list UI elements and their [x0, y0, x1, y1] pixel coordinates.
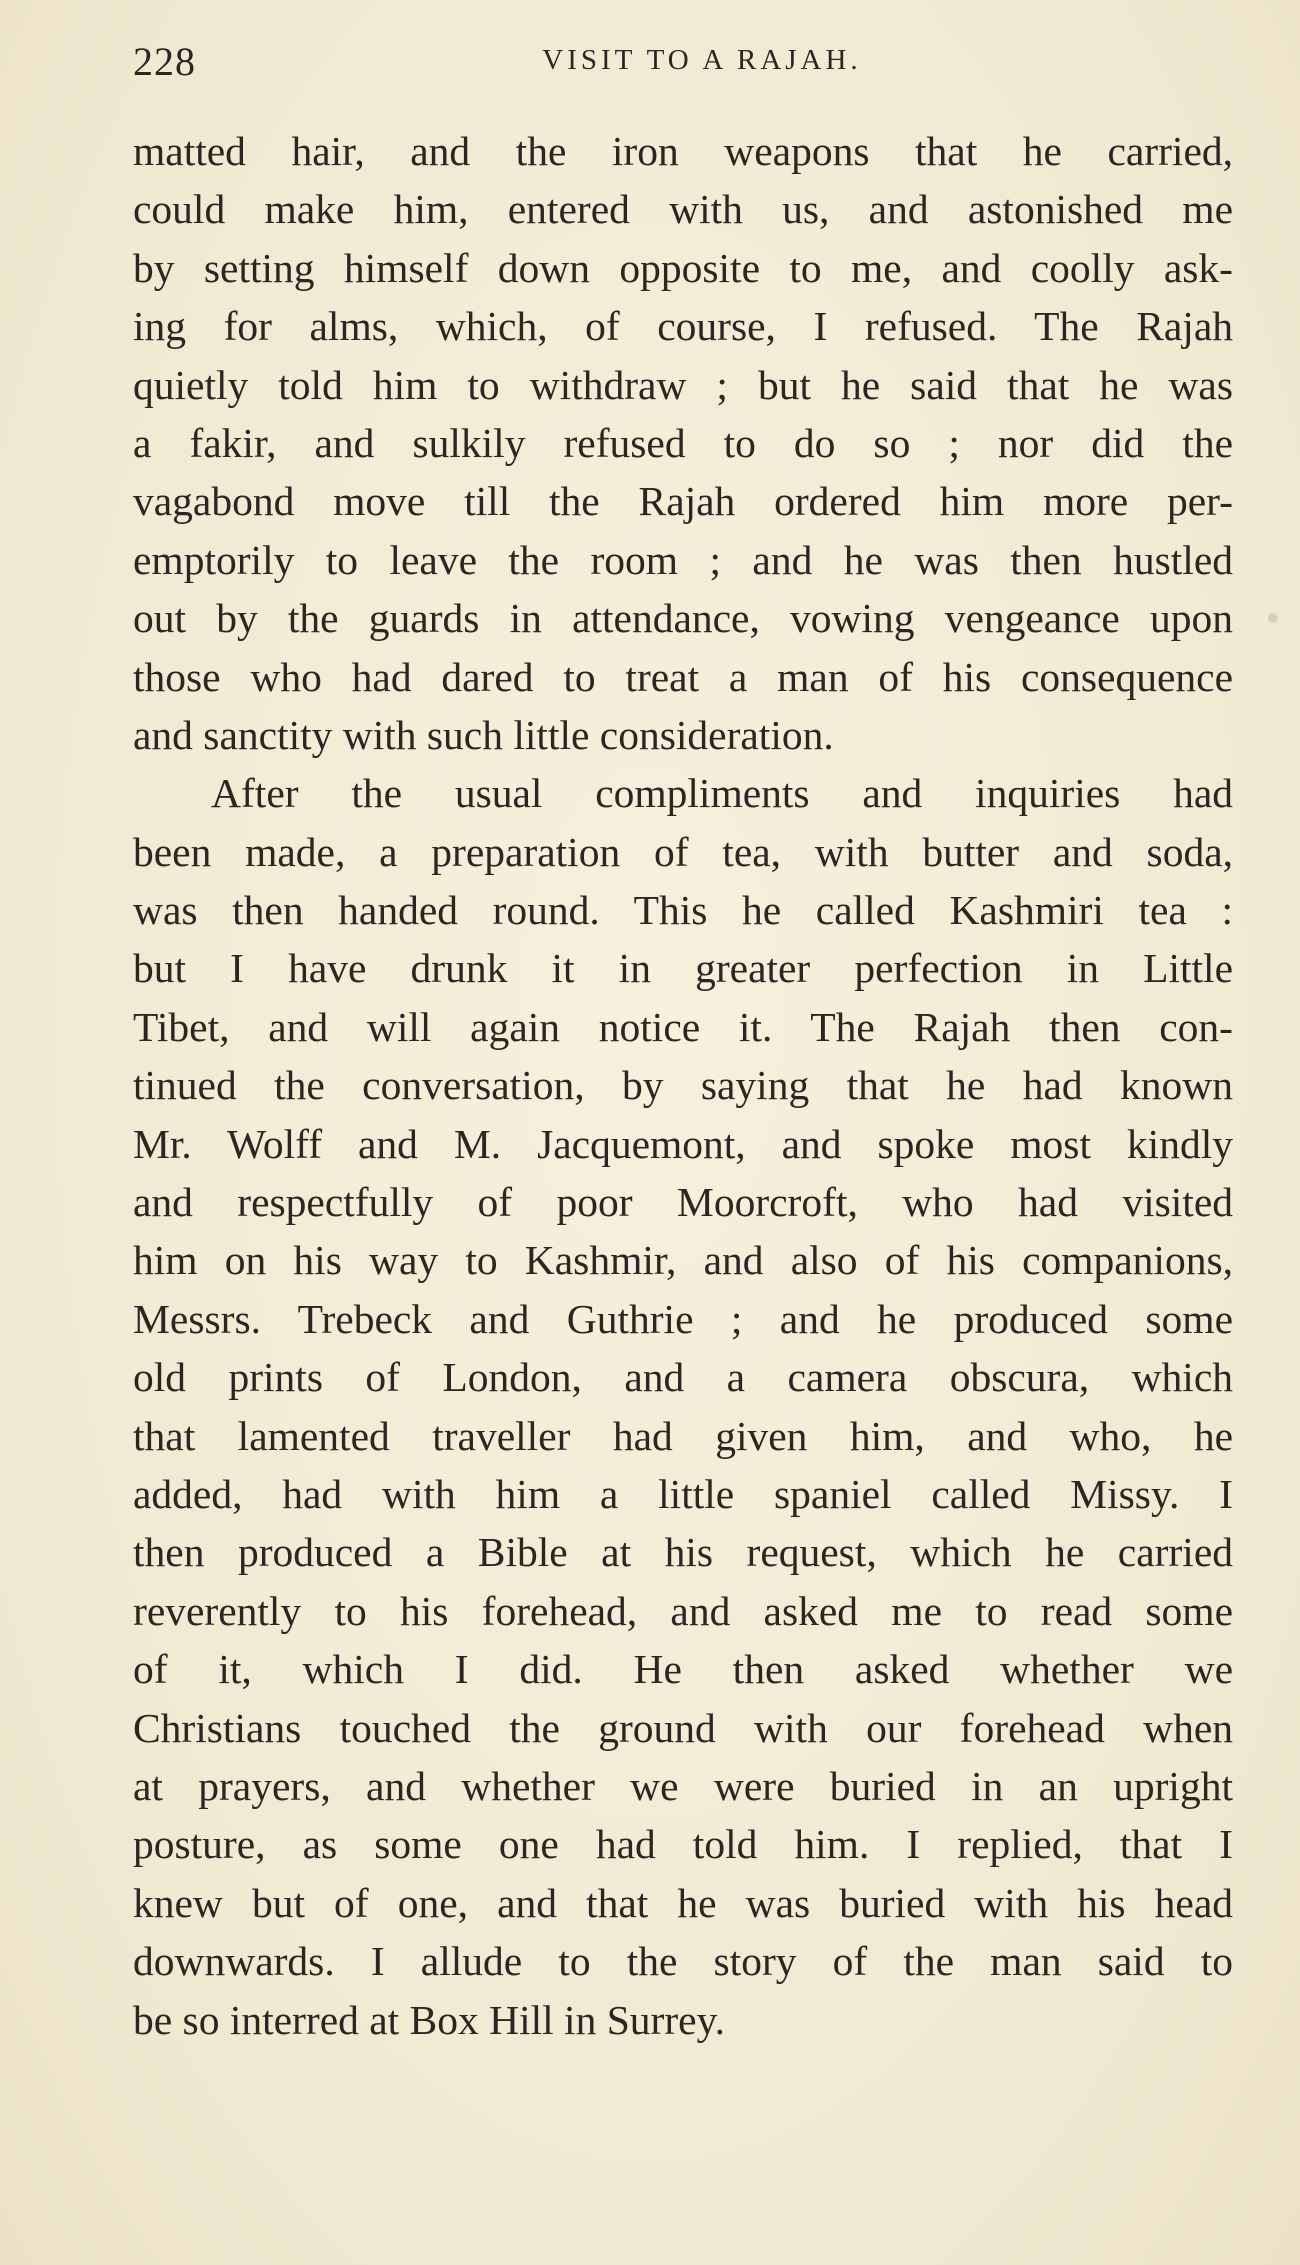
text-line: and respectfully of poor Moorcroft, who had visited	[133, 1179, 1233, 1226]
text-line: Mr. Wolff and M. Jacquemont, and spoke most kindly	[133, 1120, 1233, 1167]
paragraph-end-line: be so interred at Box Hill in Surrey.	[133, 1996, 726, 2043]
text-line: been made, a preparation of tea, with butter and soda,	[133, 828, 1233, 875]
text-line: those who had dared to treat a man of his consequence	[133, 653, 1233, 700]
text-line: downwards. I allude to the story of the man said to	[133, 1938, 1233, 1985]
text-line: tinued the conversation, by saying that he had known	[133, 1062, 1233, 1109]
text-line: posture, as some one had told him. I replied, that I	[133, 1821, 1233, 1868]
page-header	[133, 38, 1231, 88]
text-line: vagabond move till the Rajah ordered him more per-	[133, 478, 1233, 525]
text-line: then produced a Bible at his request, which he carried	[133, 1529, 1233, 1576]
text-line: at prayers, and whether we were buried in an upright	[133, 1762, 1233, 1809]
text-line: Messrs. Trebeck and Guthrie ; and he produced some	[133, 1295, 1233, 1342]
text-line: old prints of London, and a camera obscura, which	[133, 1354, 1233, 1401]
text-line: ing for alms, which, of course, I refused. The Rajah	[133, 303, 1233, 350]
body-text	[133, 122, 1233, 2049]
text-line: reverently to his forehead, and asked me to read some	[133, 1587, 1233, 1634]
text-line: that lamented traveller had given him, and who, he	[133, 1412, 1233, 1459]
text-line: but I have drunk it in greater perfection in Little	[133, 945, 1233, 992]
text-line: of it, which I did. He then asked whether we	[133, 1646, 1233, 1693]
paragraph-start-line: After the usual compliments and inquiries had	[211, 770, 1233, 817]
text-line: was then handed round. This he called Kashmiri tea :	[133, 887, 1233, 934]
page-number: 228	[133, 39, 196, 84]
text-line: could make him, entered with us, and astonished me	[133, 186, 1233, 233]
text-line: matted hair, and the iron weapons that he carried,	[133, 128, 1233, 174]
text-line: knew but of one, and that he was buried with his head	[133, 1879, 1233, 1926]
running-head: VISIT TO A RAJAH.	[542, 44, 862, 76]
paragraph-end-line: and sanctity with such little consideration.	[133, 711, 834, 758]
text-line: quietly told him to withdraw ; but he said that he was	[133, 361, 1233, 408]
text-line: a fakir, and sulkily refused to do so ; nor did the	[133, 419, 1233, 466]
text-line: Tibet, and will again notice it. The Rajah then con-	[133, 1003, 1233, 1050]
text-line: by setting himself down opposite to me, and coolly ask-	[133, 244, 1233, 291]
text-line: Christians touched the ground with our forehead when	[133, 1704, 1233, 1751]
text-line: added, had with him a little spaniel called Missy. I	[133, 1470, 1233, 1517]
text-line: him on his way to Kashmir, and also of his companions,	[133, 1237, 1233, 1284]
text-line: emptorily to leave the room ; and he was then hustled	[133, 536, 1233, 583]
page-blemish	[1268, 613, 1278, 623]
text-line: out by the guards in attendance, vowing vengeance upon	[133, 595, 1233, 642]
